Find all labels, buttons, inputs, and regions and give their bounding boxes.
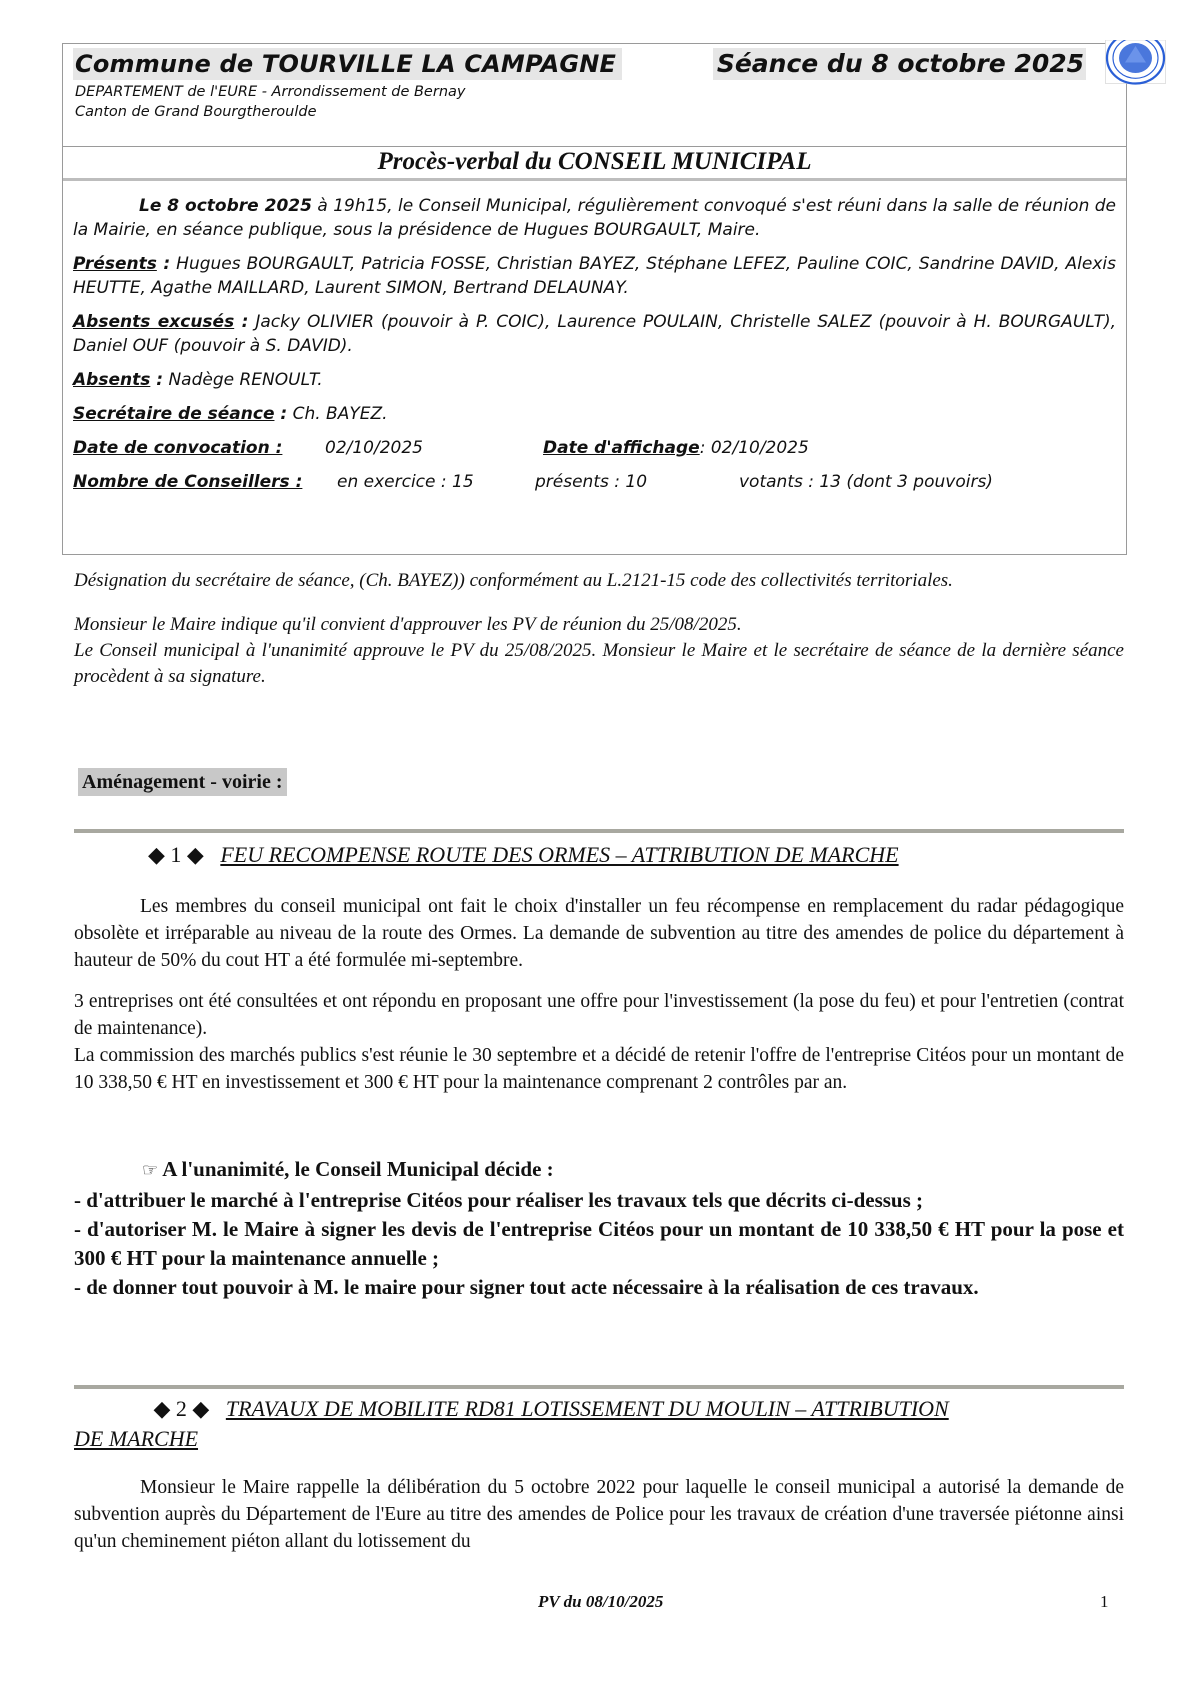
- intro-text: à 19h15, le Conseil Municipal, régulièrement convoqué s'est réuni dans la salle de réunion de la Mairie, en séance publique, sous la présidence de Hugues BOURGAULT, Maire.: [73, 196, 1117, 240]
- separator: [74, 829, 1124, 833]
- item-number: ◆ 2 ◆: [153, 1396, 210, 1421]
- departement: DEPARTEMENT de l'EURE - Arrondissement de Bernay: [75, 84, 466, 100]
- absents-list: Nadège RENOULT.: [163, 370, 323, 390]
- decision-heading: [142, 1155, 554, 1184]
- counts-line: [73, 470, 1116, 494]
- section-heading: Aménagement - voirie :: [78, 768, 287, 796]
- municipal-seal-icon: [1090, 40, 1178, 100]
- designation-text: Désignation du secrétaire de séance, (Ch. BAYEZ)) conformément au L.2121-15 code des collectivités territoriales.: [74, 570, 953, 591]
- item-1-body: [74, 893, 1124, 1096]
- decision-heading-text: A l'unanimité, le Conseil Municipal décide :: [162, 1157, 554, 1181]
- seance-date: Séance du 8 octobre 2025: [713, 48, 1086, 80]
- paragraph: Les membres du conseil municipal ont fait le choix d'installer un feu récompense en remplacement du radar pédagogique obsolète et irréparable au niveau de la route des Ormes. La demande de subvention au titre des amendes de police du département à hauteur de 50% du cout HT a été formulée mi-septembre.: [74, 896, 1124, 971]
- secretaire-label: Secrétaire de séance: [73, 404, 275, 424]
- separator: [74, 1385, 1124, 1389]
- page-number: 1: [1100, 1592, 1109, 1611]
- nombre-label: Nombre de Conseillers :: [73, 472, 303, 492]
- decision-item: - d'attribuer le marché à l'entreprise Citéos pour réaliser les travaux tels que décrits ci-dessus ;: [74, 1188, 924, 1212]
- excuses-list: Jacky OLIVIER (pouvoir à P. COIC), Laurence POULAIN, Christelle SALEZ (pouvoir à H. BOURGAULT), Daniel OUF (pouvoir à S. DAVID).: [73, 312, 1116, 356]
- excuses-line: Absents excusés : Jacky OLIVIER (pouvoir à P. COIC), Laurence POULAIN, Christelle SALEZ (pouvoir à H. BOURGAULT), Daniel OUF (pouvoir à S. DAVID).: [73, 312, 1116, 356]
- hand-pointer-icon: ☞: [142, 1160, 159, 1180]
- item-number: ◆ 1 ◆: [148, 842, 204, 867]
- presents-label: Présents: [73, 254, 157, 274]
- page-title: Procès-verbal du CONSEIL MUNICIPAL: [377, 148, 812, 175]
- approval-text-1: Monsieur le Maire indique qu'il convient d'approuver les PV de réunion du 25/08/2025.: [74, 614, 742, 635]
- commune-name: Commune de TOURVILLE LA CAMPAGNE: [73, 48, 622, 80]
- attendance-block: [73, 194, 1116, 504]
- secretaire-name: Ch. BAYEZ.: [287, 404, 388, 424]
- item-2-body: [74, 1474, 1124, 1555]
- footer-label: PV du 08/10/2025: [538, 1592, 664, 1611]
- decision-item: - de donner tout pouvoir à M. le maire pour signer tout acte nécessaire à la réalisation de ces travaux.: [74, 1275, 979, 1299]
- paragraph: La commission des marchés publics s'est réunie le 30 septembre et a décidé de retenir l'offre de l'entreprise Citéos pour un montant de 10 338,50 € HT en investissement et 300 € HT pour la maintenance comprenant 2 contrôles par an.: [74, 1045, 1124, 1093]
- header-row: [63, 44, 1126, 147]
- absents-label: Absents: [73, 370, 151, 390]
- intro-date: Le 8 octobre 2025: [139, 196, 312, 216]
- intro-paragraph: [73, 194, 1116, 242]
- decision-list: [74, 1186, 1124, 1302]
- canton: Canton de Grand Bourgtheroulde: [75, 104, 317, 120]
- approval-text-2: Le Conseil municipal à l'unanimité approuve le PV du 25/08/2025. Monsieur le Maire et le secrétaire de séance de la dernière séance procèdent à sa signature.: [74, 640, 1124, 687]
- affichage-label: Date d'affichage: [543, 438, 700, 458]
- convocation-date: 02/10/2025: [325, 438, 423, 458]
- excuses-label: Absents excusés: [73, 312, 235, 332]
- votants-count: votants : 13 (dont 3 pouvoirs): [739, 472, 993, 492]
- item-title-text-cont: DE MARCHE: [74, 1426, 199, 1451]
- item-2-title: [74, 1394, 1124, 1454]
- preamble: [74, 568, 1124, 690]
- secretaire-line: Secrétaire de séance : Ch. BAYEZ.: [73, 404, 388, 424]
- decision-item: - d'autoriser M. le Maire à signer les devis de l'entreprise Citéos pour un montant de 10 338,50 € HT pour la pose et 300 € HT pour la maintenance annuelle ;: [74, 1217, 1124, 1270]
- presents-list: Hugues BOURGAULT, Patricia FOSSE, Christian BAYEZ, Stéphane LEFEZ, Pauline COIC, Sandrine DAVID, Alexis HEUTTE, Agathe MAILLARD, Laurent SIMON, Bertrand DELAUNAY.: [73, 254, 1117, 298]
- title-row: [63, 146, 1126, 181]
- paragraph: Monsieur le Maire rappelle la délibération du 5 octobre 2022 pour laquelle le conseil municipal a autorisé la demande de subvention auprès du Département de l'Eure au titre des amendes de Police pour les travaux de création d'une traversée piétonne ainsi qu'un cheminement piéton allant du lotissement du: [74, 1477, 1124, 1552]
- header-frame: [62, 43, 1127, 555]
- absents-line: Absents : Nadège RENOULT.: [73, 370, 323, 390]
- dates-line: [73, 436, 1116, 460]
- departement-line: [75, 82, 465, 122]
- en-exercice: en exercice : 15: [337, 472, 474, 492]
- item-title-text: TRAVAUX DE MOBILITE RD81 LOTISSEMENT DU MOULIN – ATTRIBUTION: [225, 1396, 949, 1421]
- paragraph: 3 entreprises ont été consultées et ont répondu en proposant une offre pour l'investissement (la pose du feu) et pour l'entretien (contrat de maintenance).: [74, 991, 1124, 1039]
- item-1-title: [148, 840, 899, 870]
- presents-line: Présents : Hugues BOURGAULT, Patricia FOSSE, Christian BAYEZ, Stéphane LEFEZ, Pauline COIC, Sandrine DAVID, Alexis HEUTTE, Agathe MAILLARD, Laurent SIMON, Bertrand DELAUNAY.: [73, 254, 1117, 298]
- item-title-text: FEU RECOMPENSE ROUTE DES ORMES – ATTRIBUTION DE MARCHE: [220, 842, 899, 867]
- convocation-label: Date de convocation :: [73, 438, 283, 458]
- affichage-date: : 02/10/2025: [699, 438, 809, 458]
- presents-count: présents : 10: [535, 472, 648, 492]
